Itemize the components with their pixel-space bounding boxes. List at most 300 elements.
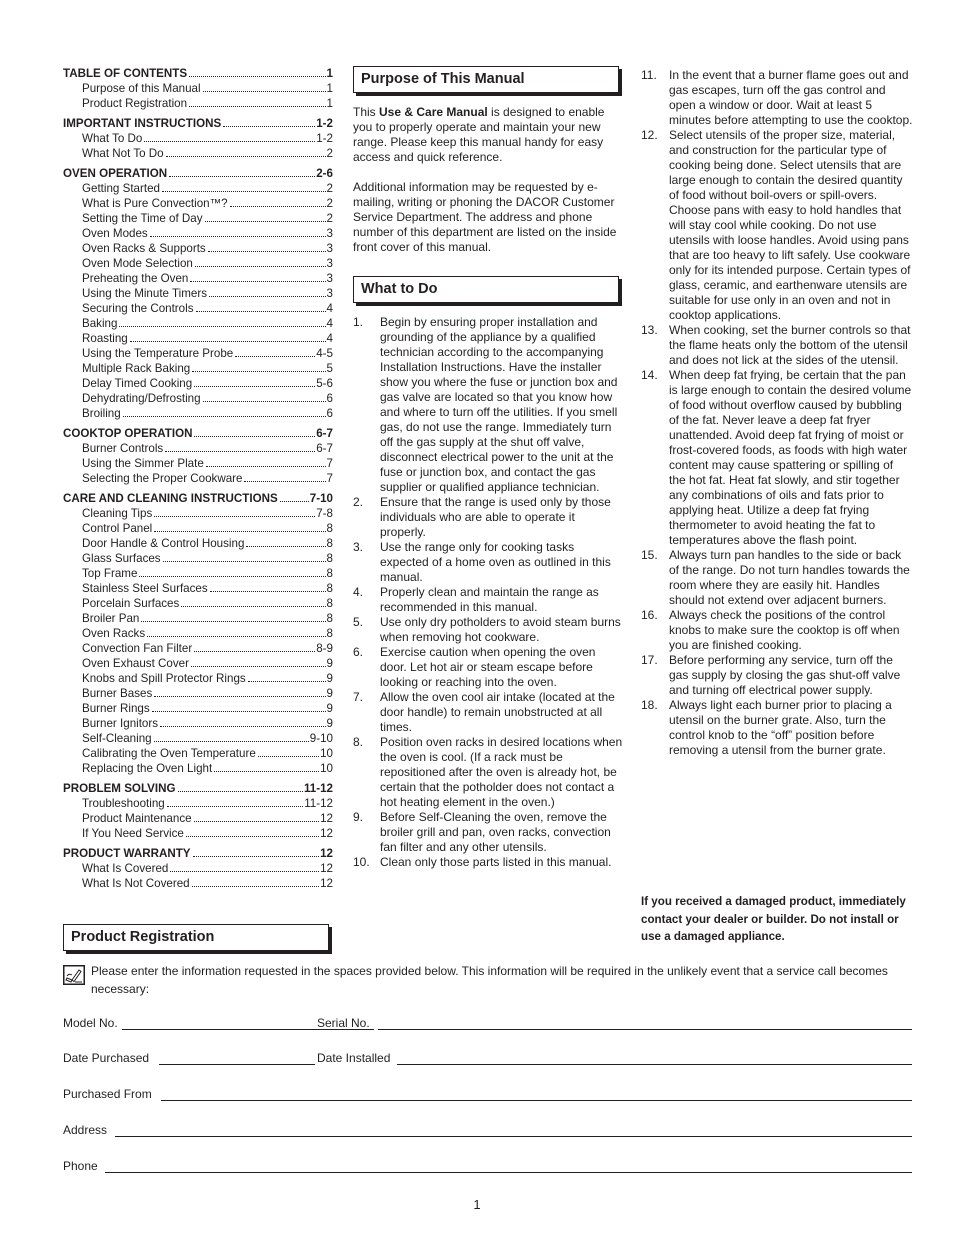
toc-title: Burner Rings (82, 702, 150, 715)
address-line[interactable] (115, 1136, 912, 1137)
toc-leader (154, 696, 325, 697)
instruction-item (353, 735, 623, 810)
toc-page: 12 (320, 862, 333, 875)
toc-page: 8 (326, 627, 333, 640)
toc-page: 11-12 (304, 797, 333, 810)
phone-label: Phone (63, 1159, 98, 1173)
toc-page: 8 (326, 582, 333, 595)
toc-leader (186, 836, 319, 837)
toc-page: 7-10 (309, 492, 333, 505)
toc-title: Setting the Time of Day (82, 212, 203, 225)
toc-leader (280, 501, 309, 502)
toc-leader (154, 531, 325, 532)
toc-leader (181, 606, 325, 607)
instruction-text: Begin by ensuring proper installation and grounding of the appliance by a qualified technician according to the accompanying Installation Instructions. Have the installer show you where the fuse or junction box and gas valve are located so that you know how and where to turn off the utilities. If you smell gas, do not use the range. Immediately turn off the gas supply at the shut off valve, disconnect electrical power to the unit at the fuse or junction box, and contact the gas supplier or qualified appliance technician. (380, 315, 618, 494)
toc-leader (169, 176, 315, 177)
toc-title: Cleaning Tips (82, 507, 153, 520)
instruction-number: 6. (353, 645, 364, 659)
toc-page: 1 (326, 67, 333, 80)
instruction-text: Position oven racks in desired locations when the oven is cool. (If a rack must be repositioned after the oven is already hot, be certain that the potholder does not contact a hot heating element in the oven.) (380, 735, 623, 809)
toc-entry[interactable] (63, 331, 333, 346)
instruction-number: 10. (353, 855, 370, 869)
toc-title: Door Handle & Control Housing (82, 537, 245, 550)
toc-section (63, 491, 333, 776)
instruction-text: Always check the positions of the control knobs to make sure the cooktop is off when you are finished cooking. (669, 608, 900, 652)
instruction-number: 8. (353, 735, 364, 749)
address-label: Address (63, 1123, 108, 1137)
toc-entry[interactable] (63, 391, 333, 406)
toc-page: 3 (326, 272, 333, 285)
toc-entry[interactable] (63, 256, 333, 271)
toc-leader (235, 356, 315, 357)
instruction-number: 9. (353, 810, 364, 824)
toc-entry[interactable] (63, 471, 333, 486)
toc-page: 2 (326, 197, 333, 210)
toc-entry[interactable] (63, 566, 333, 581)
toc-title: Stainless Steel Surfaces (82, 582, 208, 595)
instruction-item (353, 615, 623, 645)
instruction-item (641, 323, 913, 368)
toc-leader (194, 386, 315, 387)
toc-title: Burner Ignitors (82, 717, 159, 730)
toc-entry[interactable] (63, 641, 333, 656)
toc-entry[interactable] (63, 316, 333, 331)
toc-title: Baking (82, 317, 118, 330)
toc-page: 4-5 (316, 347, 333, 360)
toc-entry[interactable] (63, 271, 333, 286)
date-purchased-line[interactable] (159, 1064, 315, 1065)
toc-page: 1 (326, 97, 333, 110)
toc-leader (258, 756, 319, 757)
toc-title: Purpose of this Manual (82, 82, 201, 95)
instruction-number: 16. (641, 608, 658, 622)
instruction-text: Before Self-Cleaning the oven, remove the broiler grill and pan, oven racks, convection fan filter and any other utensils. (380, 810, 611, 854)
toc-leader (123, 416, 326, 417)
toc-page: 8-9 (316, 642, 333, 655)
toc-leader (190, 281, 325, 282)
instruction-number: 18. (641, 698, 658, 712)
toc-title: Product Maintenance (82, 812, 192, 825)
toc-heading[interactable] (63, 116, 333, 131)
toc-entry[interactable] (63, 626, 333, 641)
toc-title: Selecting the Proper Cookware (82, 472, 243, 485)
toc-leader (167, 806, 303, 807)
toc-entry[interactable] (63, 196, 333, 211)
model-no-label: Model No. (63, 1016, 118, 1030)
toc-page: 8 (326, 552, 333, 565)
toc-entry[interactable] (63, 441, 333, 456)
toc-entry[interactable] (63, 826, 333, 841)
toc-page: 4 (326, 332, 333, 345)
instruction-text: When deep fat frying, be certain that the pan is large enough to contain the desired volume of food without overflow caused by bubbling of the fat. Never leave a deep fat fryer unattended. Avoid deep fat frying of moist or frost-covered foods, as foods with high water content may cause spattering or spilling of the hot fat. Heat fat slowly, and stir together any combinations of oils and fats prior to applying heat. Utilize a deep fat frying thermometer to avoid heating the fat to temperatures above the flash point. (669, 368, 912, 547)
toc-entry[interactable] (63, 611, 333, 626)
toc-title: TABLE OF CONTENTS (63, 67, 188, 80)
toc-leader (189, 106, 326, 107)
toc-page: 12 (320, 827, 333, 840)
instruction-text: Always turn pan handles to the side or back of the range. Do not turn handles towards the room where they are easily hit. Handles should not extend over adjacent burners. (669, 548, 910, 607)
instruction-text: Before performing any service, turn off the gas supply by closing the gas shut-off valve and turning off electrical power supply. (669, 653, 901, 697)
what-to-do-list (353, 315, 623, 870)
purpose-paragraph-1 (353, 105, 623, 165)
toc-page: 8 (326, 567, 333, 580)
toc-page: 7 (326, 457, 333, 470)
instruction-item (641, 608, 913, 653)
damaged-product-warning: If you received a damaged product, immediately contact your dealer or builder. Do not install or use a damaged appliance. (641, 895, 906, 943)
toc-page: 9 (326, 702, 333, 715)
instruction-number: 15. (641, 548, 658, 562)
toc-entry[interactable] (63, 286, 333, 301)
toc-leader (166, 156, 326, 157)
toc-heading[interactable] (63, 426, 333, 441)
toc-leader (206, 466, 326, 467)
instruction-text: When cooking, set the burner controls so that the flame heats only the bottom of the utensil and does not lick at the sides of the utensil. (669, 323, 911, 367)
toc-leader (154, 516, 315, 517)
toc-title: Using the Simmer Plate (82, 457, 204, 470)
date-installed-line[interactable] (397, 1064, 912, 1065)
toc-entry[interactable] (63, 506, 333, 521)
toc-page: 8 (326, 522, 333, 535)
toc-leader (194, 821, 320, 822)
toc-leader (203, 91, 326, 92)
toc-page: 7-8 (316, 507, 333, 520)
toc-title: Using the Temperature Probe (82, 347, 234, 360)
toc-title: Control Panel (82, 522, 153, 535)
toc-section (63, 426, 333, 486)
toc-entry[interactable] (63, 746, 333, 761)
toc-title: Self-Cleaning (82, 732, 152, 745)
toc-title: What is Pure Convection™? (82, 197, 228, 210)
toc-leader (162, 191, 326, 192)
instruction-item (353, 315, 623, 495)
toc-entry[interactable] (63, 521, 333, 536)
toc-leader (194, 651, 315, 652)
toc-title: Oven Racks (82, 627, 146, 640)
toc-page: 2 (326, 212, 333, 225)
page-number: 1 (473, 1197, 481, 1212)
toc-entry[interactable] (63, 301, 333, 316)
toc-title: PRODUCT WARRANTY (63, 847, 191, 860)
toc-leader (208, 251, 326, 252)
toc-leader (193, 856, 320, 857)
toc-leader (223, 126, 315, 127)
toc-entry[interactable] (63, 811, 333, 826)
toc-section (63, 116, 333, 161)
toc-entry[interactable] (63, 181, 333, 196)
toc-leader (214, 771, 319, 772)
instruction-number: 12. (641, 128, 658, 142)
purpose-paragraph-2: Additional information may be requested by e-mailing, writing or phoning the DACOR Customer Service Department. The address and phone number of this department are listed on the inside front cover of this manual. (353, 180, 617, 254)
toc-leader (244, 481, 325, 482)
toc-title: OVEN OPERATION (63, 167, 168, 180)
toc-title: Broiler Pan (82, 612, 140, 625)
toc-entry[interactable] (63, 701, 333, 716)
serial-no-line[interactable] (378, 1029, 912, 1030)
toc-page: 6 (326, 407, 333, 420)
toc-entry[interactable] (63, 731, 333, 746)
toc-page: 9-10 (309, 732, 333, 745)
toc-heading[interactable] (63, 781, 333, 796)
toc-entry[interactable] (63, 96, 333, 111)
toc-leader (210, 591, 326, 592)
serial-no-label: Serial No. (317, 1016, 370, 1030)
toc-entry[interactable] (63, 686, 333, 701)
manual-name: Use & Care Manual (379, 105, 488, 119)
toc-page: 2 (326, 147, 333, 160)
toc-leader (196, 311, 326, 312)
toc-entry[interactable] (63, 226, 333, 241)
toc-leader (144, 141, 315, 142)
toc-entry[interactable] (63, 376, 333, 391)
instruction-text: Always light each burner prior to placing a utensil on the burner grate. Also, turn the control knob to the “off” position before removing a utensil from the burner grate. (669, 698, 892, 757)
toc-section (63, 781, 333, 841)
toc-title: Convection Fan Filter (82, 642, 193, 655)
toc-leader (139, 576, 325, 577)
toc-page: 12 (320, 847, 333, 860)
instruction-item (353, 690, 623, 735)
toc-section (63, 846, 333, 891)
toc-leader (154, 741, 309, 742)
toc-title: Oven Racks & Supports (82, 242, 206, 255)
toc-page: 2-6 (316, 167, 333, 180)
toc-title: PROBLEM SOLVING (63, 782, 176, 795)
instruction-item (641, 128, 913, 323)
toc-page: 11-12 (303, 782, 333, 795)
toc-page: 3 (326, 257, 333, 270)
toc-title: Preheating the Oven (82, 272, 189, 285)
toc-page: 12 (320, 812, 333, 825)
toc-page: 8 (326, 612, 333, 625)
toc-title: Top Frame (82, 567, 138, 580)
toc-leader (209, 296, 326, 297)
toc-page: 4 (326, 317, 333, 330)
toc-title: CARE AND CLEANING INSTRUCTIONS (63, 492, 278, 505)
toc-title: Delay Timed Cooking (82, 377, 193, 390)
toc-entry[interactable] (63, 716, 333, 731)
toc-heading[interactable] (63, 846, 333, 861)
instruction-number: 2. (353, 495, 364, 509)
toc-leader (248, 681, 326, 682)
toc-page: 9 (326, 657, 333, 670)
instruction-number: 3. (353, 540, 364, 554)
instruction-item (353, 585, 623, 615)
instruction-number: 13. (641, 323, 658, 337)
toc-page: 3 (326, 242, 333, 255)
toc-page: 4 (326, 302, 333, 315)
toc-leader (119, 326, 325, 327)
toc-page: 7 (326, 472, 333, 485)
toc-heading[interactable] (63, 66, 333, 81)
instruction-item (641, 68, 913, 128)
toc-page: 8 (326, 597, 333, 610)
toc-leader (147, 636, 325, 637)
toc-section (63, 66, 333, 111)
toc-entry[interactable] (63, 361, 333, 376)
right-column (641, 68, 913, 758)
toc-page: 3 (326, 227, 333, 240)
toc-title: Oven Modes (82, 227, 148, 240)
purpose-text: This (353, 105, 380, 119)
toc-title: Roasting (82, 332, 128, 345)
toc-title: What Is Covered (82, 862, 169, 875)
toc-title: Product Registration (82, 97, 188, 110)
instruction-number: 1. (353, 315, 364, 329)
toc-title: Porcelain Surfaces (82, 597, 180, 610)
toc-page: 6 (326, 392, 333, 405)
date-installed-label: Date Installed (317, 1051, 391, 1065)
toc-entry[interactable] (63, 131, 333, 146)
toc-leader (170, 871, 319, 872)
instruction-text: Properly clean and maintain the range as recommended in this manual. (380, 585, 599, 614)
toc-page: 9 (326, 672, 333, 685)
registration-note: Please enter the information requested in the spaces provided below. This information will be required in the unlikely event that a service call becomes necessary: (91, 964, 888, 996)
instruction-text: Allow the oven cool air intake (located at the door handle) to remain unobstructed at all times. (380, 690, 615, 734)
instruction-item (641, 653, 913, 698)
toc-title: Glass Surfaces (82, 552, 161, 565)
instruction-number: 7. (353, 690, 364, 704)
toc-title: COOKTOP OPERATION (63, 427, 193, 440)
toc-leader (203, 401, 326, 402)
toc-title: Knobs and Spill Protector Rings (82, 672, 246, 685)
toc-page: 6-7 (316, 442, 333, 455)
toc-entry[interactable] (63, 536, 333, 551)
toc-title: What Is Not Covered (82, 877, 190, 890)
toc-title: Multiple Rack Baking (82, 362, 191, 375)
toc-title: If You Need Service (82, 827, 184, 840)
toc-entry[interactable] (63, 241, 333, 256)
toc-page: 3 (326, 287, 333, 300)
product-registration-heading: Product Registration (63, 924, 329, 951)
toc-leader (246, 546, 325, 547)
toc-leader (165, 451, 315, 452)
purchased-from-label: Purchased From (63, 1087, 152, 1101)
toc-entry[interactable] (63, 211, 333, 226)
toc-page: 5 (326, 362, 333, 375)
instruction-item (641, 368, 913, 548)
toc-leader (205, 221, 326, 222)
phone-line[interactable] (105, 1172, 912, 1173)
toc-leader (194, 436, 315, 437)
toc-title: Troubleshooting (82, 797, 165, 810)
instruction-text: Select utensils of the proper size, material, and construction for the particular type of cooking being done. Select utensils that are large enough to contain the desired quantity of food without boil-overs or spill-overs. Choose pans with easy to hold handles that will stay cool while cooking. Do not use utensils with loose handles. Avoid using pans that are too heavy to lift safely. Use cookware only for its intended purpose. Certain types of glass, ceramic, and earthenware utensils are suitable for use only in an oven and not in cooktop applications. (669, 128, 911, 322)
instruction-item (353, 495, 623, 540)
toc-page: 1-2 (316, 117, 333, 130)
toc-entry[interactable] (63, 876, 333, 891)
purpose-text: is designed to enable you to properly operate and maintain your new range. Please keep this manual handy for easy access and quick reference. (353, 105, 605, 164)
toc-leader (192, 886, 319, 887)
toc-page: 5-6 (316, 377, 333, 390)
table-of-contents (63, 66, 333, 896)
toc-leader (163, 561, 326, 562)
instruction-item (353, 540, 623, 585)
toc-title: Oven Mode Selection (82, 257, 193, 270)
middle-column (353, 66, 623, 870)
toc-title: Oven Exhaust Cover (82, 657, 189, 670)
date-purchased-label: Date Purchased (63, 1051, 150, 1065)
instruction-text: Clean only those parts listed in this manual. (380, 855, 612, 869)
what-to-do-heading: What to Do (353, 276, 619, 303)
toc-entry[interactable] (63, 146, 333, 161)
toc-page: 2 (326, 182, 333, 195)
toc-page: 10 (320, 747, 333, 760)
toc-page: 6-7 (316, 427, 333, 440)
instruction-number: 5. (353, 615, 364, 629)
purchased-from-line[interactable] (161, 1100, 912, 1101)
toc-heading[interactable] (63, 166, 333, 181)
toc-entry[interactable] (63, 81, 333, 96)
toc-leader (230, 206, 326, 207)
toc-entry[interactable] (63, 671, 333, 686)
toc-title: IMPORTANT INSTRUCTIONS (63, 117, 222, 130)
toc-entry[interactable] (63, 596, 333, 611)
toc-heading[interactable] (63, 491, 333, 506)
toc-entry[interactable] (63, 861, 333, 876)
toc-entry[interactable] (63, 346, 333, 361)
toc-page: 1-2 (316, 132, 333, 145)
toc-entry[interactable] (63, 456, 333, 471)
instruction-text: Use only dry potholders to avoid steam burns when removing hot cookware. (380, 615, 621, 644)
instruction-item (353, 645, 623, 690)
toc-leader (178, 791, 303, 792)
toc-leader (192, 371, 325, 372)
toc-page: 12 (320, 877, 333, 890)
toc-leader (160, 726, 326, 727)
instruction-number: 17. (641, 653, 658, 667)
toc-entry[interactable] (63, 551, 333, 566)
instruction-item (353, 855, 623, 870)
toc-title: Calibrating the Oven Temperature (82, 747, 256, 760)
what-to-do-list-continued (641, 68, 913, 758)
toc-leader (189, 76, 325, 77)
toc-section (63, 166, 333, 421)
purpose-heading: Purpose of This Manual (353, 66, 619, 93)
instruction-text: In the event that a burner flame goes out and gas escapes, turn off the gas control and open a window or door. Wait at least 5 minutes before attempting to use the cooktop. (669, 68, 913, 127)
toc-page: 1 (326, 82, 333, 95)
toc-entry[interactable] (63, 581, 333, 596)
toc-leader (191, 666, 326, 667)
instruction-text: Exercise caution when opening the oven door. Let hot air or steam escape before looking or reaching into the oven. (380, 645, 596, 689)
instruction-item (353, 810, 623, 855)
toc-title: Securing the Controls (82, 302, 194, 315)
toc-leader (152, 711, 326, 712)
toc-leader (130, 341, 326, 342)
instruction-number: 11. (641, 68, 657, 82)
toc-title: Burner Bases (82, 687, 153, 700)
toc-title: What To Do (82, 132, 143, 145)
toc-page: 9 (326, 687, 333, 700)
toc-title: Replacing the Oven Light (82, 762, 213, 775)
instruction-item (641, 548, 913, 608)
toc-title: Dehydrating/Defrosting (82, 392, 201, 405)
toc-entry[interactable] (63, 761, 333, 776)
toc-leader (141, 621, 325, 622)
instruction-text: Use the range only for cooking tasks expected of a home oven as outlined in this manual. (380, 540, 611, 584)
toc-title: Burner Controls (82, 442, 164, 455)
toc-page: 10 (320, 762, 333, 775)
toc-leader (150, 236, 326, 237)
instruction-number: 4. (353, 585, 364, 599)
toc-entry[interactable] (63, 406, 333, 421)
toc-leader (195, 266, 326, 267)
instruction-text: Ensure that the range is used only by those individuals who are able to operate it properly. (380, 495, 611, 539)
toc-entry[interactable] (63, 656, 333, 671)
toc-title: Broiling (82, 407, 121, 420)
toc-page: 8 (326, 537, 333, 550)
toc-title: Using the Minute Timers (82, 287, 208, 300)
instruction-number: 14. (641, 368, 658, 382)
writing-hand-icon (63, 965, 85, 985)
toc-entry[interactable] (63, 796, 333, 811)
toc-title: Getting Started (82, 182, 160, 195)
